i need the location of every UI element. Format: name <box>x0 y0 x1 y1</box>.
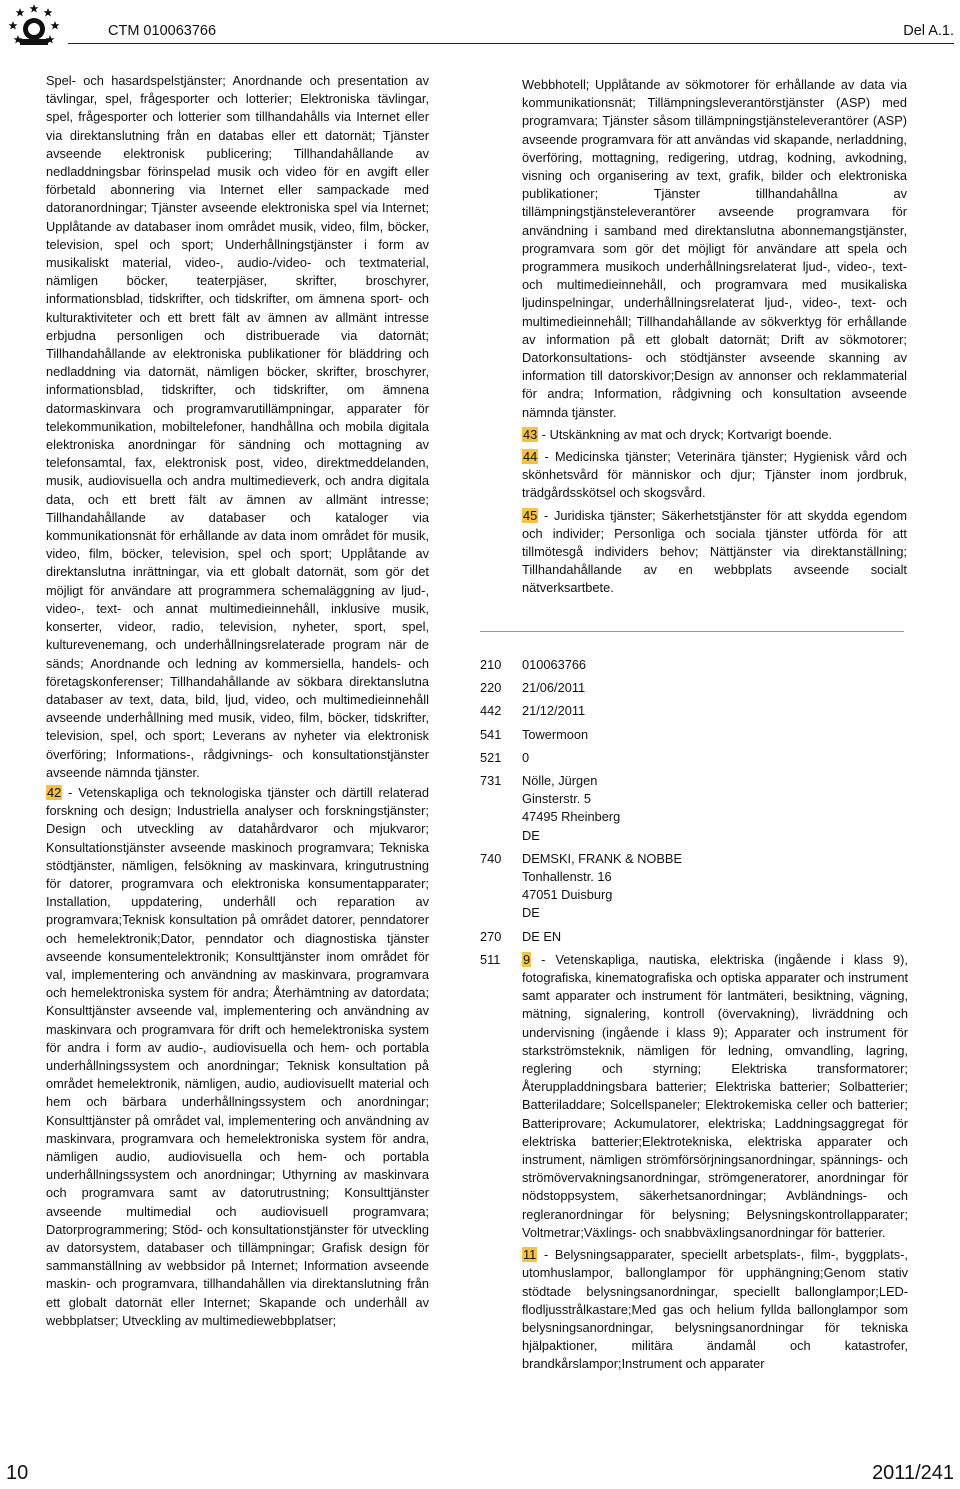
field-521 <box>480 749 908 767</box>
field-code: 541 <box>480 726 502 742</box>
class-44-entry <box>522 448 907 503</box>
representative-address: DEMSKI, FRANK & NOBBE Tonhallenstr. 16 47051 Duisburg DE <box>522 850 682 921</box>
page-number: 10 <box>6 1462 29 1484</box>
field-270 <box>480 928 908 946</box>
class-42-entry <box>46 784 429 1330</box>
field-value: DE EN <box>522 928 562 944</box>
class-number-badge: 42 <box>47 784 62 800</box>
left-column <box>46 72 429 1332</box>
class-9-text: - Vetenskapliga, nautiska, elektriska (ingående i klass 9), fotografiska, kinematografiska och optiska apparater och instrument samt apparater och instrument för lantmäteri, besiktning, vägning, mätning, signalering, kontroll (övervakning), livräddning och undervisning (ingående i klass 9); Apparater och instrument för starkströmsteknik, nämligen för ledning, omvandling, lagring, reglering och styrning; Elektriska transformatorer; Återuppladdningsbara batterier; Elektriska batterier; Solbatterier; Batteriladdare; Solcellspaneler; Elektrokemiska celler och batterier; Batteriprovare; Ackumulatorer, elektriska; Laddningsaggregat för elektriska batterier;Elektrotekniska, elektriska apparater och instrument, nämligen strömförsörjningsanordningar, spännings- och strömövervakningsanordningar, strömgeneratorer, anordningar för nödstoppsystem, säkerhetsanordningar; Avbländnings- och regleranordningar för belysning; Belysningskontrollapparater; Voltmetrar;Växlings- och snabbväxlingsanordningar för batterier. <box>522 951 908 1240</box>
field-210 <box>480 656 908 674</box>
section-reference: Del A.1. <box>903 23 954 39</box>
class-43-text: - Utskänkning av mat och dryck; Kortvarigt boende. <box>538 426 832 442</box>
field-value: 010063766 <box>522 657 587 672</box>
page-header <box>0 0 960 44</box>
field-code: 731 <box>480 773 502 789</box>
field-220 <box>480 679 908 697</box>
section-divider <box>480 631 904 632</box>
field-code: 270 <box>480 928 502 944</box>
class-9-entry <box>522 951 908 1242</box>
document-id: CTM 010063766 <box>108 23 217 39</box>
class-45-text: - Juridiska tjänster; Säkerhetstjänster för att skydda egendom och individer; Personliga och sociala tjänster utförda för att tillmötesgå individers behov; Nättjänster via direktanställning; Tillhandahållande av en webbplats avseende socialt nätverksartbete. <box>522 507 907 596</box>
class-11-entry <box>522 1246 908 1373</box>
field-code: 511 <box>480 951 501 967</box>
field-value: 0 <box>522 749 530 765</box>
header-rule <box>68 43 954 44</box>
class-number-badge: 44 <box>523 449 538 465</box>
field-value: 21/06/2011 <box>522 680 586 696</box>
bibliographic-data <box>480 656 908 1379</box>
field-value: Towermoon <box>522 726 589 742</box>
field-code: 521 <box>480 749 502 765</box>
bulletin-issue: 2011/241 <box>872 1462 954 1484</box>
class-11-text: - Belysningsapparater, speciellt arbetsplats-, film-, byggplats-, utomhuslampor, ballonglampor för upphängning;Genom stativ stödtade belysningsanordningar, speciellt ballonglampor;LED-flodljusstrålkastare;Med gas och helium fyllda ballonglampor som belysningsanordningar, belysningsanordningar för tekniska hjälpaktioner, militära ändamål och katastrofer, brandkårslampor;Instrument och apparater <box>522 1247 908 1372</box>
class-45-entry <box>522 507 907 598</box>
applicant-address: Nölle, Jürgen Ginsterstr. 5 47495 Rheinberg DE <box>522 773 621 843</box>
class-44-text: - Medicinska tjänster; Veterinära tjänster; Hygienisk vård och skönhetsvård för människor och djur; Tjänster inom jordbruk, trädgårdsskötsel och skogsvård. <box>522 449 907 501</box>
class-number-badge: 43 <box>523 426 538 442</box>
services-paragraph: Spel- och hasardspelstjänster; Anordnande och presentation av tävlingar, spel, frågesporter och lotterier; Elektroniska tävlingar, spel, frågesporter och lotterier som tillhandahålls via Internet eller via direktanslutning från en databas eller ett datornät; Tjänster avseende elektronisk publicering; Tillhandahållande av nedladdningsbar förinspelad musik och video för en avgift eller förbetald abonnering via Internet eller sampackade med datoranordningar; Tjänster avseende elektroniska spel via Internet; Upplåtande av databaser inom området musik, video, film, böcker, television, spel och sport; Underhållningstjänster i form av musikaliskt material, video-, audio-/video- och textmaterial, nämligen böcker, teaterpjäser, skrifter, broschyrer, informationsblad, tidskrifter, och tidskrifter, om ämnena sport- och kulturaktiviteter och ett brett fält av ämnen av allmänt intresse erbjudna personligen och distribuerade via datornät; Tillhandahållande av elektroniska publikationer för bläddring och nedladdning via datornät, nämligen böcker, skrifter, broschyrer, informationsblad, tidskrifter, och tidskrifter, om ämnena datormaskinvara och programvarutillämpningar, apparater för telekommunikation, mobiltelefoner, handhållna och mobila digitala elektroniska anordningar för sändning och mottagning av telefonsamtal, fax, elektronisk post, video, direktmeddelanden, musik, audiovisuella och andra multimedieverk, och andra digitala data, och ett brett fält av ämnen av allmänt intresse; Tillhandahållande av databaser och kataloger via kommunikationsnät för erhållande av data inom området för musik, video, film, böcker, television, spel och sport; Upplåtande av direktanslutna inrättningar, via ett globalt datornät, som gör det möjligt för användare att programmera schemaläggning av ljud-, video-, text- och annat multimedieinnehåll, inklusive musik, konserter, videor, radio, television, nyheter, sport, spel, kulturevenemang, och underhållningsrelaterade program när de sänds; Anordnande och ledning av kommersiella, handels- och företagskonferenser; Tillhandahållande av sökbara direktanslutna databaser av text, data, bild, ljud, video, och multimedieinnehåll avseende underhållning med musik, video, film, böcker, tidskrifter, television, spel, och sport; Leverans av nyheter via elektronisk överföring; Informations-, rådgivnings- och konsultationstjänster avseende nämnda tjänster. <box>46 73 429 780</box>
field-code: 442 <box>480 703 502 719</box>
services-paragraph-continued: Webbhotell; Upplåtande av sökmotorer för erhållande av data via kommunikationsnät; Tillämpningsleverantörstjänster (ASP) med programvara; Tjänster såsom tillämpningstjänsteleverantörer (ASP) avseende programvara för att användas vid skapande, nerladdning, överföring, mottagning, redigering, utdrag, kodning, avkodning, visning och organisering av text, grafik, bilder och elektroniska publikationer; Tjänster tillhandahållna av tillämpningstjänsteleverantörer avseende programvara för användning i samband med direktanslutna abonnemangstjänster, programvara som gör det möjligt för användare att spela och programmera musikoch underhållningsrelaterat ljud-, video-, text- och multimedieinnehåll, och programvara med musikaliska ljudinspelningar, underhållningsrelaterat ljud-, video-, text- och multimedieinnehåll; Tillhandahållande av sökverktyg för erhållande av information på ett globalt datornät; Drift av sökmotorer; Datorkonsultations- och stödtjänster avseende skanning av information till datorskivor;Design av annonser och reklammaterial för andra; Information, rådgivning och konsultation avseende nämnda tjänster. <box>522 77 907 420</box>
field-541 <box>480 726 908 744</box>
field-511 <box>480 951 908 1374</box>
class-number-badge: 45 <box>523 507 538 523</box>
right-column <box>522 76 907 600</box>
field-code: 210 <box>480 657 502 672</box>
field-442 <box>480 702 908 720</box>
class-42-text: - Vetenskapliga och teknologiska tjänster och därtill relaterad forskning och design; Industriella analyser och forskningstjänster; Design och utveckling av datahårdvaror och mjukvaror; Konsultationstjänster avseende maskinoch programvara; Tekniska stödtjänster, nämligen, felsökning av maskinvara, kringutrustning för datorer, programvara och elektroniska konsumentapparater; Installation, uppdatering, underhåll och reparation av programvara;Teknisk konsultation på området datorer, penndatorer och hemelektronik;Dator, penndator och diagnostiska tjänster avseende konsumentelektronik; Konsulttjänster inom området för val, implementering och användning av maskinvara, programvara och hemelektroniska system för andra; Återhämtning av datordata; Konsulttjänster avseende val, implementering och användning av maskinvara och programvara för drift och hemelektroniska system för andra i form av audio-, audiovisuella och hem- och portabla underhållningssystem och anordningar; Teknisk konsultation på området hemelektronik, nämligen, audio, audiovisuellt material och hem och bärbara underhållningssystem och anordningar; Konsulttjänster på området val, implementering och användning av maskinvara, programvara och hemelektroniska system för andra, nämligen audio, audiovisuella och hem- och portabla underhållningssystem och anordningar; Uthyrning av maskinvara och programvara samt av datorutrustning; Konsulttjänster avseende multimedial och audiovisuell programvara; Datorprogrammering; Stöd- och konsultationstjänster för utveckling av datorsystem, databaser och tillämpningar; Grafisk design för sammanställning av webbsidor på Internet; Information avseende maskin- och programvara, tillhandahållen via direktanslutning från ett globalt datornät eller Internet; Skapande och underhåll av webbplatser; Utveckling av multimediewebbplatser; <box>46 784 429 1328</box>
class-number-badge: 9 <box>523 951 531 967</box>
class-43-entry <box>522 426 907 444</box>
ohim-logo-icon <box>6 2 62 52</box>
goods-list <box>522 951 908 1374</box>
field-code: 220 <box>480 680 502 696</box>
field-731 <box>480 772 908 845</box>
field-740 <box>480 850 908 923</box>
class-number-badge: 11 <box>523 1247 537 1263</box>
field-code: 740 <box>480 850 502 866</box>
field-value: 21/12/2011 <box>522 703 586 719</box>
